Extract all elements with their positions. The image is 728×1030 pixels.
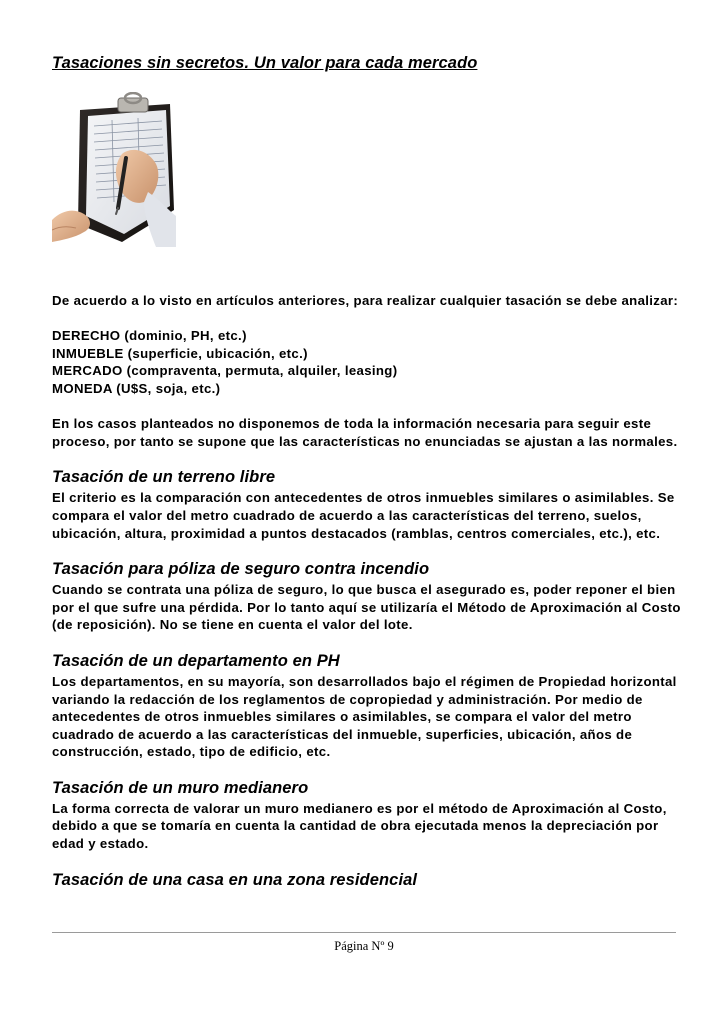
intro-paragraph: De acuerdo a lo visto en artículos anteriores, para realizar cualquier tasación se debe analizar: (52, 293, 679, 308)
clipboard-photo-illustration (52, 92, 176, 247)
text-poliza-seguro: Cuando se contrata una póliza de seguro, lo que busca el asegurado es, poder reponer el bien por el que sufre una pérdida. Por lo tanto aquí se utilizaría el Método de Aproximación al Costo (de reposición). No se tiene en cuenta el valor del lote. (52, 582, 681, 633)
factor-inmueble: INMUEBLE (superficie, ubicación, etc.) (52, 345, 308, 361)
note-paragraph: En los casos planteados no disponemos de toda la información necesaria para seguir este proceso, por tanto se supone que las características no enunciadas se ajustan a las normales. (52, 416, 678, 449)
heading-muro-medianero: Tasación de un muro medianero (52, 778, 309, 797)
factor-moneda: MONEDA (U$S, soja, etc.) (52, 380, 221, 396)
clipboard-hand-image (52, 92, 176, 247)
footer-divider (52, 932, 676, 933)
heading-departamento-ph: Tasación de un departamento en PH (52, 651, 340, 670)
heading-terreno-libre: Tasación de un terreno libre (52, 468, 276, 487)
page-title: Tasaciones sin secretos. Un valor para cada mercado (52, 54, 478, 72)
heading-casa-residencial: Tasación de una casa en una zona residencial (52, 870, 418, 889)
text-terreno-libre: El criterio es la comparación con antecedentes de otros inmuebles similares o asimilables. Se compara el valor del metro cuadrado de acuerdo a las características del terreno, suelos, ubicación, altura, proximidad a puntos destacados (ramblas, centros comerciales, etc.), etc. (52, 490, 675, 541)
page-number: Página Nº 9 (334, 939, 394, 953)
factor-mercado: MERCADO (compraventa, permuta, alquiler, leasing) (52, 363, 398, 379)
text-muro-medianero: La forma correcta de valorar un muro medianero es por el método de Aproximación al Costo, debido a que se tomaría en cuenta la cantidad de obra ejecutada menos la depreciación por edad y estado. (52, 800, 667, 852)
heading-poliza-seguro: Tasación para póliza de seguro contra incendio (52, 560, 430, 579)
document-body (52, 292, 682, 892)
factor-derecho: DERECHO (dominio, PH, etc.) (52, 328, 247, 344)
text-departamento-ph: Los departamentos, en su mayoría, son desarrollados bajo el régimen de Propiedad horizontal variando la redacción de los reglamentos de copropiedad y administración. Por medio de antecedentes de otros inmuebles similares o asimilables, se compara el valor del metro cuadrado de acuerdo a las características del inmueble, superficies, ubicación, años de construcción, estado, tipo de edificio, etc. (52, 673, 677, 760)
